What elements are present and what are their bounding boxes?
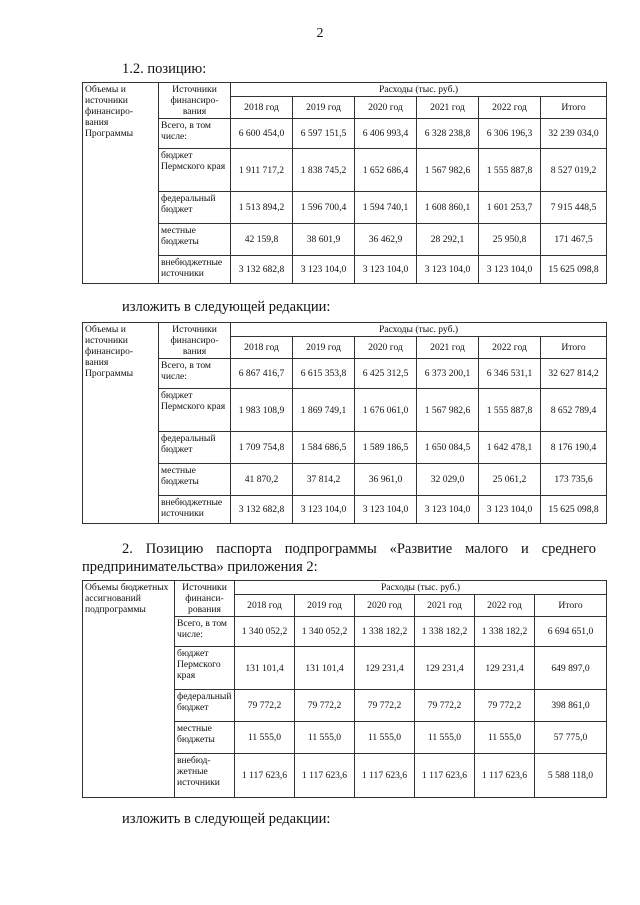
value-cell: 6 867 416,7 [231,359,293,389]
table-row [83,149,607,192]
value-cell: 1 338 182,2 [475,617,535,647]
value-cell: 11 555,0 [295,722,355,754]
table-row [83,256,607,284]
value-cell: 1 117 623,6 [295,754,355,798]
value-cell: 1 117 623,6 [355,754,415,798]
value-cell: 1 608 860,1 [417,192,479,224]
year-header: 2022 год [479,337,541,359]
value-cell: 6 328 238,8 [417,119,479,149]
value-cell: 6 306 196,3 [479,119,541,149]
total-cell: 7 915 448,5 [541,192,607,224]
table-row [83,464,607,496]
total-cell: 8 652 789,4 [541,389,607,432]
year-header: 2020 год [355,595,415,617]
value-cell: 6 406 993,4 [355,119,417,149]
total-cell: 32 239 034,0 [541,119,607,149]
table-row [83,496,607,524]
value-cell: 1 567 982,6 [417,149,479,192]
value-cell: 3 123 104,0 [355,256,417,284]
section-heading-new-edition-2: изложить в следующей редакции: [122,811,331,827]
section-heading-new-edition: изложить в следующей редакции: [122,299,331,315]
section-heading-1-2: 1.2. позицию: [122,61,207,77]
value-cell: 129 231,4 [355,647,415,690]
value-cell: 1 117 623,6 [415,754,475,798]
section-heading-2-line2: предпринимательства» приложения 2: [82,559,318,575]
year-header: 2022 год [475,595,535,617]
source-cell: бюджет Пермского края [175,647,235,690]
total-cell: 15 625 098,8 [541,256,607,284]
sources-header: Источники финансиро-вания [159,83,231,119]
budget-table-2 [82,322,607,524]
value-cell: 28 292,1 [417,224,479,256]
value-cell: 1 555 887,8 [479,389,541,432]
value-cell: 37 814,2 [293,464,355,496]
budget-table-3 [82,580,607,798]
value-cell: 1 642 478,1 [479,432,541,464]
source-cell: местные бюджеты [159,224,231,256]
table-row [83,432,607,464]
total-cell: 8 176 190,4 [541,432,607,464]
source-cell: федеральный бюджет [159,192,231,224]
expenses-header: Расходы (тыс. руб.) [235,581,607,595]
value-cell: 36 462,9 [355,224,417,256]
value-cell: 3 123 104,0 [355,496,417,524]
value-cell: 1 340 052,2 [235,617,295,647]
source-cell: Всего, в том числе: [159,119,231,149]
value-cell: 1 555 887,8 [479,149,541,192]
value-cell: 6 425 312,5 [355,359,417,389]
value-cell: 1 601 253,7 [479,192,541,224]
year-header: 2020 год [355,97,417,119]
value-cell: 1 338 182,2 [415,617,475,647]
value-cell: 6 615 353,8 [293,359,355,389]
total-cell: 32 627 814,2 [541,359,607,389]
table-row [83,192,607,224]
value-cell: 79 772,2 [295,690,355,722]
value-cell: 1 594 740,1 [355,192,417,224]
total-cell: 649 897,0 [535,647,607,690]
value-cell: 6 373 200,1 [417,359,479,389]
objects-label: Объемы и источники финансиро-вания Программы [83,83,159,284]
value-cell: 3 132 682,8 [231,256,293,284]
value-cell: 1 650 084,5 [417,432,479,464]
value-cell: 42 159,8 [231,224,293,256]
value-cell: 129 231,4 [475,647,535,690]
value-cell: 3 123 104,0 [293,496,355,524]
year-header: 2018 год [231,97,293,119]
total-cell: 5 588 118,0 [535,754,607,798]
value-cell: 3 123 104,0 [479,256,541,284]
value-cell: 79 772,2 [355,690,415,722]
section-heading-2-line1: 2. Позицию паспорта подпрограммы «Развитие малого и среднего [122,541,596,557]
source-cell: бюджет Пермского края [159,149,231,192]
page-number: 2 [316,26,324,41]
total-cell: 6 694 651,0 [535,617,607,647]
value-cell: 1 596 700,4 [293,192,355,224]
total-cell: 57 775,0 [535,722,607,754]
value-cell: 1 838 745,2 [293,149,355,192]
objects-label: Объемы и источники финансиро-вания Программы [83,323,159,524]
value-cell: 3 132 682,8 [231,496,293,524]
year-header: 2021 год [417,337,479,359]
value-cell: 131 101,4 [295,647,355,690]
value-cell: 129 231,4 [415,647,475,690]
total-cell: 15 625 098,8 [541,496,607,524]
value-cell: 25 061,2 [479,464,541,496]
value-cell: 1 117 623,6 [235,754,295,798]
budget-table-1 [82,82,607,284]
table-row [83,359,607,389]
table-row [83,119,607,149]
total-header: Итого [535,595,607,617]
value-cell: 1 676 061,0 [355,389,417,432]
value-cell: 79 772,2 [475,690,535,722]
year-header: 2019 год [293,337,355,359]
value-cell: 38 601,9 [293,224,355,256]
value-cell: 25 950,8 [479,224,541,256]
source-cell: федеральный бюджет [175,690,235,722]
objects-label: Объемы бюджетных ассигнований подпрограммы [83,581,175,798]
value-cell: 1 584 686,5 [293,432,355,464]
value-cell: 1 340 052,2 [295,617,355,647]
expenses-header: Расходы (тыс. руб.) [231,323,607,337]
source-cell: Всего, в том числе: [159,359,231,389]
total-cell: 398 861,0 [535,690,607,722]
year-header: 2020 год [355,337,417,359]
sources-header: Источники финанси-рования [175,581,235,617]
total-cell: 8 527 019,2 [541,149,607,192]
source-cell: федеральный бюджет [159,432,231,464]
value-cell: 3 123 104,0 [417,496,479,524]
table-row [83,224,607,256]
value-cell: 11 555,0 [355,722,415,754]
source-cell: местные бюджеты [159,464,231,496]
source-cell: внебюджетные источники [159,256,231,284]
value-cell: 11 555,0 [415,722,475,754]
total-header: Итого [541,97,607,119]
expenses-header: Расходы (тыс. руб.) [231,83,607,97]
source-cell: внебюджетные источники [159,496,231,524]
value-cell: 1 117 623,6 [475,754,535,798]
value-cell: 1 513 894,2 [231,192,293,224]
value-cell: 6 600 454,0 [231,119,293,149]
value-cell: 1 983 108,9 [231,389,293,432]
value-cell: 3 123 104,0 [417,256,479,284]
value-cell: 41 870,2 [231,464,293,496]
value-cell: 1 911 717,2 [231,149,293,192]
table-row [83,389,607,432]
value-cell: 131 101,4 [235,647,295,690]
year-header: 2019 год [295,595,355,617]
source-cell: внебюд-жетные источники [175,754,235,798]
value-cell: 11 555,0 [235,722,295,754]
year-header: 2019 год [293,97,355,119]
value-cell: 1 589 186,5 [355,432,417,464]
year-header: 2018 год [235,595,295,617]
year-header: 2021 год [417,97,479,119]
source-cell: местные бюджеты [175,722,235,754]
year-header: 2022 год [479,97,541,119]
value-cell: 1 869 749,1 [293,389,355,432]
value-cell: 36 961,0 [355,464,417,496]
source-cell: Всего, в том числе: [175,617,235,647]
value-cell: 6 597 151,5 [293,119,355,149]
value-cell: 1 338 182,2 [355,617,415,647]
total-cell: 171 467,5 [541,224,607,256]
value-cell: 32 029,0 [417,464,479,496]
value-cell: 1 567 982,6 [417,389,479,432]
value-cell: 11 555,0 [475,722,535,754]
total-cell: 173 735,6 [541,464,607,496]
value-cell: 6 346 531,1 [479,359,541,389]
source-cell: бюджет Пермского края [159,389,231,432]
value-cell: 3 123 104,0 [479,496,541,524]
total-header: Итого [541,337,607,359]
value-cell: 1 652 686,4 [355,149,417,192]
value-cell: 79 772,2 [415,690,475,722]
value-cell: 3 123 104,0 [293,256,355,284]
value-cell: 79 772,2 [235,690,295,722]
year-header: 2021 год [415,595,475,617]
value-cell: 1 709 754,8 [231,432,293,464]
sources-header: Источники финансиро-вания [159,323,231,359]
year-header: 2018 год [231,337,293,359]
